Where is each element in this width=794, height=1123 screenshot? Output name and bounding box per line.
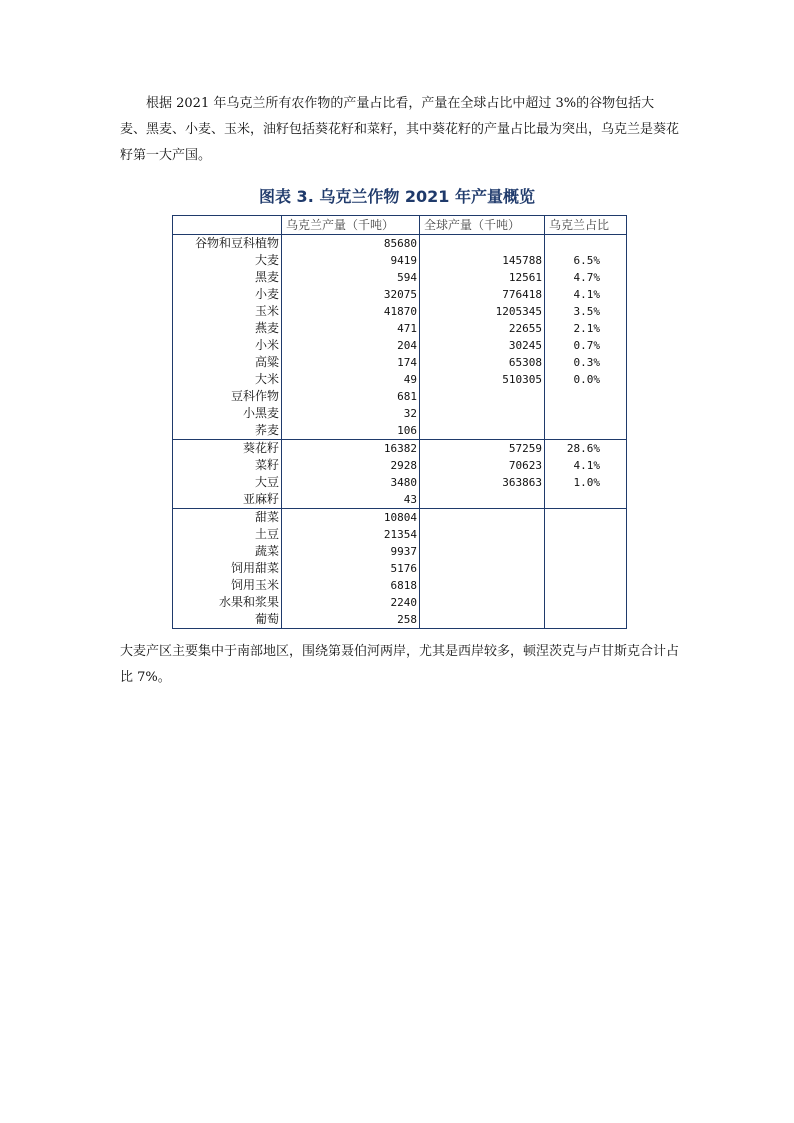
ukraine-share-cell: 2.1% — [545, 320, 627, 337]
crop-name-cell: 甜菜 — [173, 509, 282, 527]
global-production-cell: 510305 — [420, 371, 545, 388]
crop-name-cell: 饲用玉米 — [173, 577, 282, 594]
ukraine-production-cell: 32075 — [282, 286, 420, 303]
header-crop — [173, 216, 282, 235]
table-row — [173, 235, 627, 253]
ukraine-share-cell — [545, 560, 627, 577]
ukraine-production-cell: 106 — [282, 422, 420, 440]
ukraine-production-cell: 43 — [282, 491, 420, 509]
ukraine-production-cell: 471 — [282, 320, 420, 337]
global-production-cell — [420, 491, 545, 509]
ukraine-share-cell: 4.7% — [545, 269, 627, 286]
table-row — [173, 269, 627, 286]
ukraine-share-cell — [545, 422, 627, 440]
crop-name-cell: 豆科作物 — [173, 388, 282, 405]
table-row — [173, 611, 627, 629]
crop-name-cell: 小麦 — [173, 286, 282, 303]
ukraine-production-cell: 21354 — [282, 526, 420, 543]
ukraine-production-cell: 5176 — [282, 560, 420, 577]
header-global-production: 全球产量（千吨） — [420, 216, 545, 235]
ukraine-production-cell: 49 — [282, 371, 420, 388]
ukraine-production-cell: 16382 — [282, 440, 420, 458]
table-row — [173, 388, 627, 405]
crop-name-cell: 饲用甜菜 — [173, 560, 282, 577]
ukraine-production-cell: 3480 — [282, 474, 420, 491]
ukraine-share-cell: 4.1% — [545, 457, 627, 474]
ukraine-production-cell: 2928 — [282, 457, 420, 474]
table-row — [173, 286, 627, 303]
ukraine-share-cell: 28.6% — [545, 440, 627, 458]
table-row — [173, 252, 627, 269]
ukraine-share-cell — [545, 526, 627, 543]
figure-title: 图表 3. 乌克兰作物 2021 年产量概览 — [258, 187, 536, 206]
table-row — [173, 405, 627, 422]
crop-name-cell: 黑麦 — [173, 269, 282, 286]
ukraine-production-cell: 6818 — [282, 577, 420, 594]
intro-paragraph: 根据 2021 年乌克兰所有农作物的产量占比看，产量在全球占比中超过 3%的谷物包括大麦、黑麦、小麦、玉米，油籽包括葵花籽和菜籽，其中葵花籽的产量占比最为突出，乌克兰是葵花籽第一大产国。 — [120, 96, 680, 163]
production-table — [172, 215, 627, 629]
ukraine-share-cell — [545, 235, 627, 253]
global-production-cell — [420, 405, 545, 422]
global-production-cell — [420, 235, 545, 253]
ukraine-share-cell: 0.3% — [545, 354, 627, 371]
ukraine-production-cell: 32 — [282, 405, 420, 422]
ukraine-production-cell: 258 — [282, 611, 420, 629]
global-production-cell: 12561 — [420, 269, 545, 286]
global-production-cell: 776418 — [420, 286, 545, 303]
table-row — [173, 560, 627, 577]
global-production-cell: 1205345 — [420, 303, 545, 320]
header-ukraine-share: 乌克兰占比 — [545, 216, 627, 235]
crop-name-cell: 土豆 — [173, 526, 282, 543]
ukraine-share-cell — [545, 509, 627, 527]
table-row — [173, 422, 627, 440]
table-row — [173, 457, 627, 474]
ukraine-share-cell — [545, 405, 627, 422]
ukraine-production-cell: 41870 — [282, 303, 420, 320]
global-production-cell — [420, 388, 545, 405]
table-row — [173, 594, 627, 611]
table-row — [173, 491, 627, 509]
global-production-cell — [420, 509, 545, 527]
ukraine-production-cell: 681 — [282, 388, 420, 405]
global-production-cell — [420, 543, 545, 560]
crop-name-cell: 葡萄 — [173, 611, 282, 629]
global-production-cell: 30245 — [420, 337, 545, 354]
crop-name-cell: 水果和浆果 — [173, 594, 282, 611]
crop-name-cell: 蔬菜 — [173, 543, 282, 560]
table-row — [173, 543, 627, 560]
ukraine-production-cell: 9419 — [282, 252, 420, 269]
table-header-row — [173, 216, 627, 235]
global-production-cell: 145788 — [420, 252, 545, 269]
table-row — [173, 320, 627, 337]
crop-name-cell: 亚麻籽 — [173, 491, 282, 509]
ukraine-production-cell: 174 — [282, 354, 420, 371]
table-row — [173, 577, 627, 594]
table-row — [173, 337, 627, 354]
ukraine-share-cell: 0.0% — [545, 371, 627, 388]
table-row — [173, 474, 627, 491]
crop-name-cell: 燕麦 — [173, 320, 282, 337]
header-ukraine-production: 乌克兰产量（千吨） — [282, 216, 420, 235]
ukraine-production-cell: 204 — [282, 337, 420, 354]
global-production-cell — [420, 422, 545, 440]
table-row — [173, 371, 627, 388]
ukraine-share-cell — [545, 543, 627, 560]
ukraine-production-cell: 85680 — [282, 235, 420, 253]
ukraine-share-cell — [545, 594, 627, 611]
ukraine-share-cell — [545, 388, 627, 405]
global-production-cell: 57259 — [420, 440, 545, 458]
table-row — [173, 303, 627, 320]
table-row — [173, 509, 627, 527]
ukraine-share-cell: 3.5% — [545, 303, 627, 320]
global-production-cell — [420, 526, 545, 543]
global-production-cell: 363863 — [420, 474, 545, 491]
ukraine-share-cell — [545, 611, 627, 629]
crop-name-cell: 小黑麦 — [173, 405, 282, 422]
ukraine-production-cell: 2240 — [282, 594, 420, 611]
crop-name-cell: 小米 — [173, 337, 282, 354]
crop-name-cell: 大麦 — [173, 252, 282, 269]
table-row — [173, 354, 627, 371]
ukraine-production-cell: 594 — [282, 269, 420, 286]
global-production-cell — [420, 594, 545, 611]
global-production-cell — [420, 577, 545, 594]
crop-name-cell: 荞麦 — [173, 422, 282, 440]
ukraine-share-cell — [545, 577, 627, 594]
crop-name-cell: 菜籽 — [173, 457, 282, 474]
ukraine-share-cell: 4.1% — [545, 286, 627, 303]
global-production-cell: 70623 — [420, 457, 545, 474]
ukraine-production-cell: 10804 — [282, 509, 420, 527]
closing-paragraph: 大麦产区主要集中于南部地区，围绕第聂伯河两岸，尤其是西岸较多，顿涅茨克与卢甘斯克合计占比 7%。 — [120, 644, 680, 685]
crop-name-cell: 谷物和豆科植物 — [173, 235, 282, 253]
global-production-cell — [420, 611, 545, 629]
ukraine-share-cell — [545, 491, 627, 509]
global-production-cell: 22655 — [420, 320, 545, 337]
crop-name-cell: 葵花籽 — [173, 440, 282, 458]
table-body — [173, 235, 627, 629]
table-row — [173, 526, 627, 543]
global-production-cell: 65308 — [420, 354, 545, 371]
ukraine-production-cell: 9937 — [282, 543, 420, 560]
table-row — [173, 440, 627, 458]
ukraine-share-cell: 1.0% — [545, 474, 627, 491]
crop-name-cell: 高粱 — [173, 354, 282, 371]
ukraine-share-cell: 6.5% — [545, 252, 627, 269]
ukraine-share-cell: 0.7% — [545, 337, 627, 354]
global-production-cell — [420, 560, 545, 577]
crop-name-cell: 玉米 — [173, 303, 282, 320]
crop-name-cell: 大米 — [173, 371, 282, 388]
crop-name-cell: 大豆 — [173, 474, 282, 491]
